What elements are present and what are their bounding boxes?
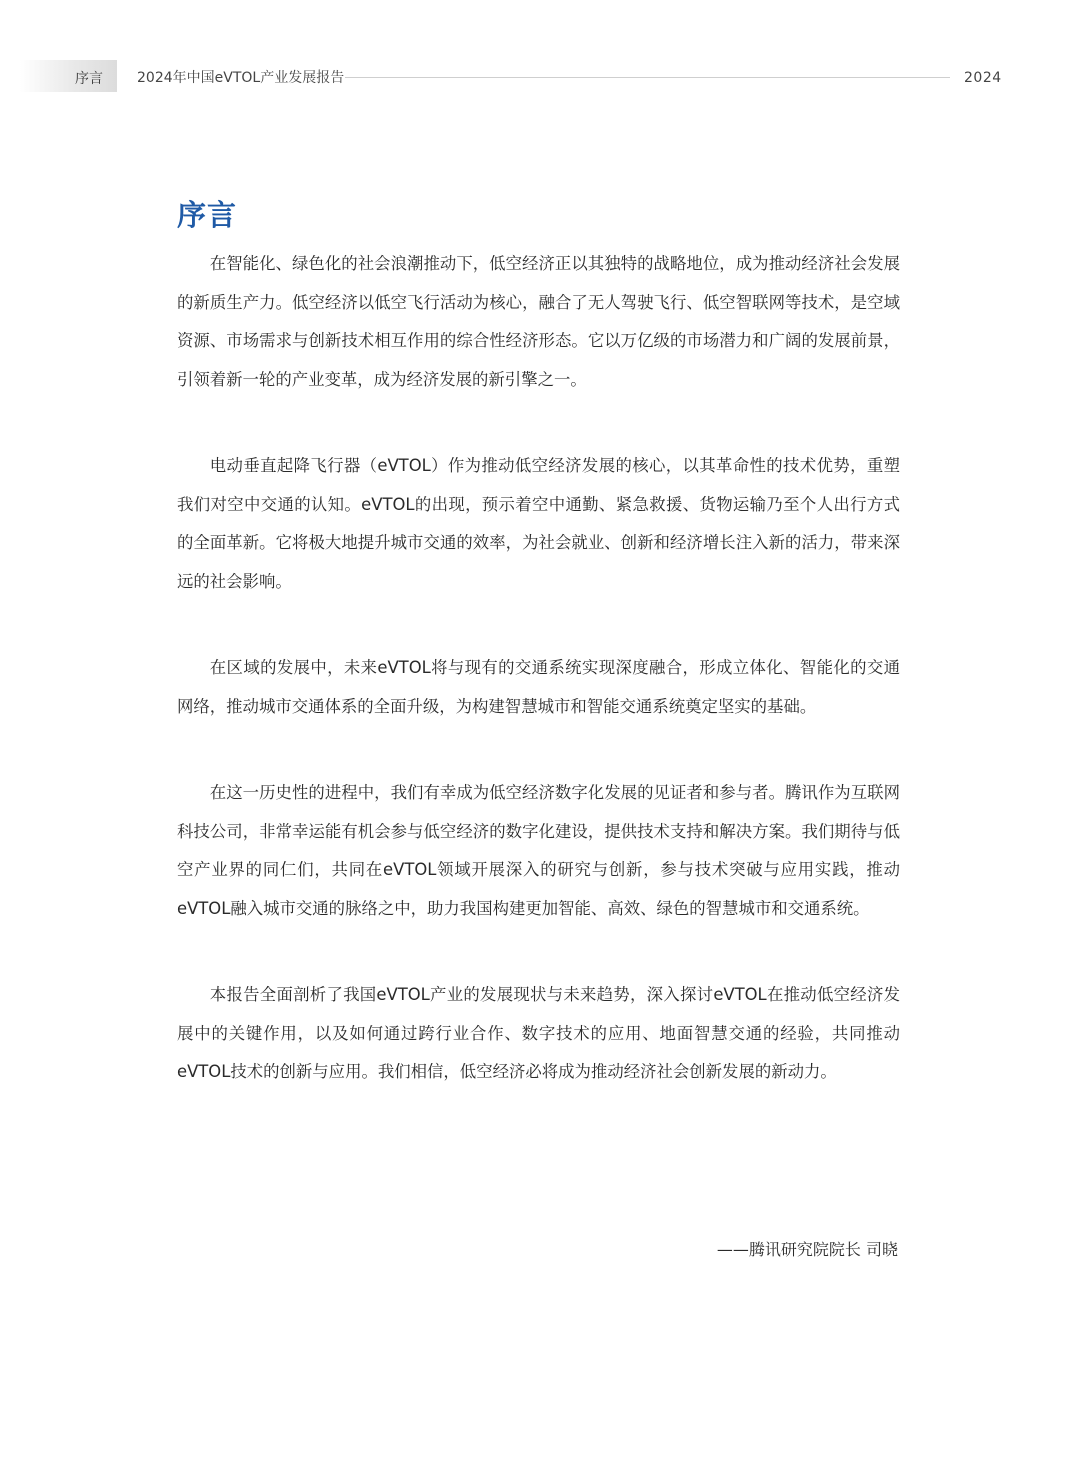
- header-section-tab: [20, 60, 117, 92]
- header-report-title: 2024年中国eVTOL产业发展报告: [137, 70, 345, 86]
- page-header: [20, 60, 1000, 94]
- paragraph-5: 本报告全面剖析了我国eVTOL产业的发展现状与未来趋势，深入探讨eVTOL在推动低空经济发展中的关键作用，以及如何通过跨行业合作、数字技术的应用、地面智慧交通的经验，共同推动eVTOL技术的创新与应用。我们相信，低空经济必将成为推动经济社会创新发展的新动力。: [177, 985, 900, 1081]
- paragraph-2: 电动垂直起降飞行器（eVTOL）作为推动低空经济发展的核心，以其革命性的技术优势，重塑我们对空中交通的认知。eVTOL的出现，预示着空中通勤、紧急救援、货物运输乃至个人出行方式的全面革新。它将极大地提升城市交通的效率，为社会就业、创新和经济增长注入新的活力，带来深远的社会影响。: [177, 456, 900, 591]
- header-section-label: 序言: [75, 71, 103, 87]
- paragraph-3: 在区域的发展中，未来eVTOL将与现有的交通系统实现深度融合，形成立体化、智能化的交通网络，推动城市交通体系的全面升级，为构建智慧城市和智能交通系统奠定坚实的基础。: [177, 658, 900, 716]
- header-divider: [345, 77, 950, 78]
- signature: ——腾讯研究院院长 司晓: [716, 1240, 898, 1259]
- paragraph-4: 在这一历史性的进程中，我们有幸成为低空经济数字化发展的见证者和参与者。腾讯作为互联网科技公司，非常幸运能有机会参与低空经济的数字化建设，提供技术支持和解决方案。我们期待与低空产业界的同仁们，共同在eVTOL领域开展深入的研究与创新，参与技术突破与应用实践，推动eVTOL融入城市交通的脉络之中，助力我国构建更加智能、高效、绿色的智慧城市和交通系统。: [177, 783, 900, 918]
- preface-body: [177, 245, 900, 1140]
- page-title: 序言: [177, 198, 238, 232]
- paragraph-1: 在智能化、绿色化的社会浪潮推动下，低空经济正以其独特的战略地位，成为推动经济社会发展的新质生产力。低空经济以低空飞行活动为核心，融合了无人驾驶飞行、低空智联网等技术，是空域资源、市场需求与创新技术相互作用的综合性经济形态。它以万亿级的市场潜力和广阔的发展前景，引领着新一轮的产业变革，成为经济发展的新引擎之一。: [177, 254, 900, 389]
- header-year: 2024: [964, 70, 1002, 86]
